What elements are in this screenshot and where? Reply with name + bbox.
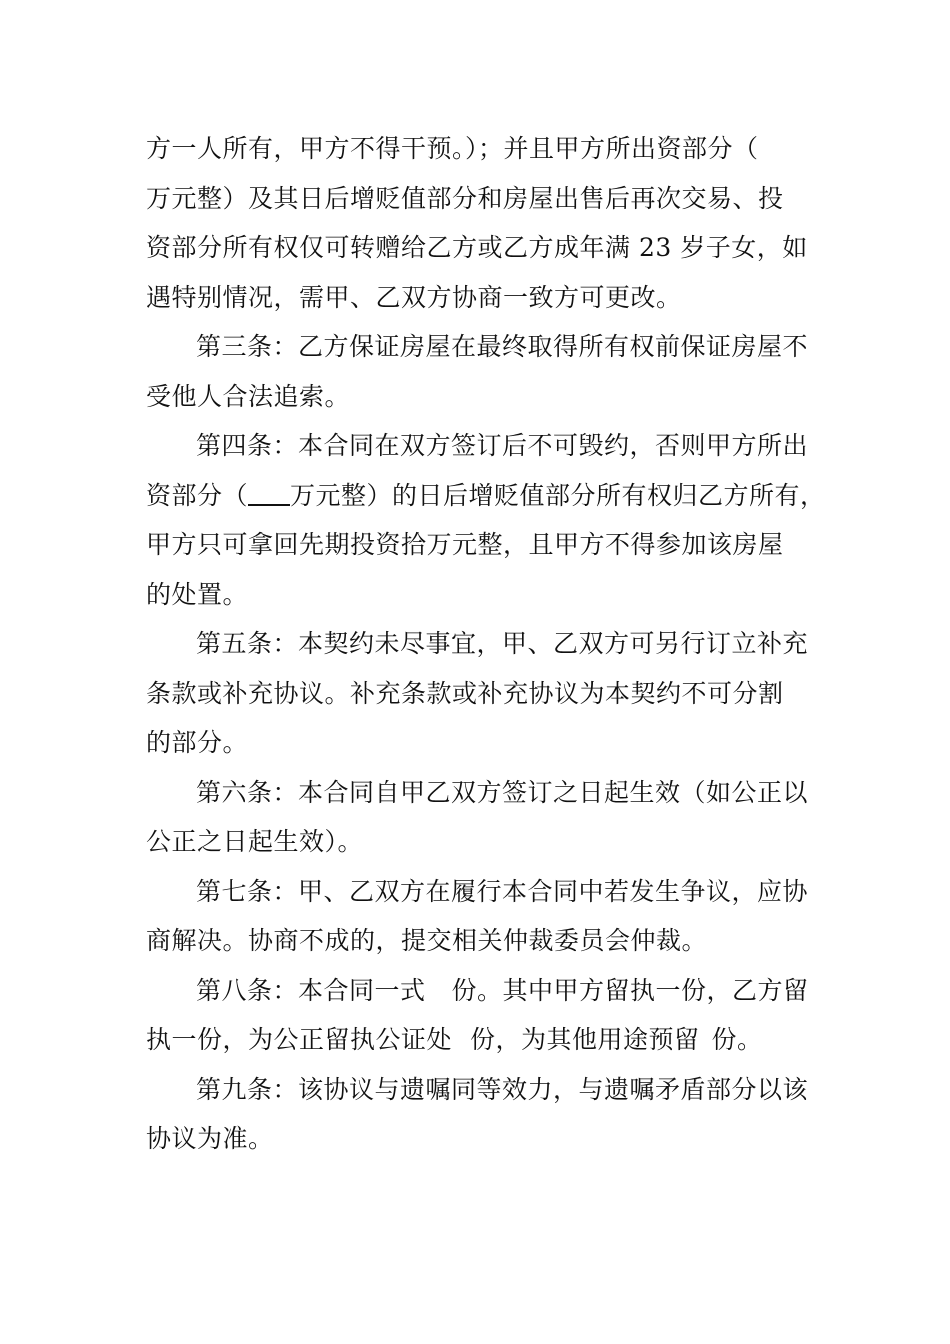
text-segment: 资部分（	[146, 480, 249, 510]
text-segment: 执一份，为公正留执公证处	[146, 1025, 453, 1054]
text-segment: 份，为其他用途预留	[470, 1025, 700, 1054]
text-line: 协议为准。	[146, 1124, 274, 1153]
text-line: 万元整）及其日后增贬值部分和房屋出售后再次交易、投	[146, 183, 784, 213]
text-segment: 第八条：本合同一式	[196, 975, 426, 1005]
article-7-line: 第七条：甲、乙双方在履行本合同中若发生争议，应协	[196, 876, 809, 906]
contract-body	[146, 124, 826, 1164]
article-3-line: 第三条：乙方保证房屋在最终取得所有权前保证房屋不	[196, 332, 809, 361]
article-4-line: 第四条：本合同在双方签订后不可毁约，否则甲方所出	[196, 431, 809, 460]
text-line: 商解决。协商不成的，提交相关仲裁委员会仲裁。	[146, 926, 708, 955]
text-line	[146, 1015, 826, 1065]
text-line: 资部分所有权仅可转赠给乙方或乙方成年满 23 岁子女，如	[146, 233, 808, 262]
text-line: 受他人合法追索。	[146, 381, 351, 411]
article-5-line: 第五条：本契约未尽事宜，甲、乙双方可另行订立补充	[196, 629, 809, 658]
article-8-line	[146, 966, 826, 1016]
text-line: 的部分。	[146, 728, 249, 757]
text-segment: 份。	[711, 1025, 763, 1054]
text-line	[146, 471, 826, 521]
text-line: 公正之日起生效）。	[146, 827, 364, 856]
text-line: 条款或补充协议。补充条款或补充协议为本契约不可分割	[146, 678, 784, 708]
text-line: 甲方只可拿回先期投资拾万元整，且甲方不得参加该房屋	[146, 530, 784, 559]
text-segment: 份。其中甲方留执一份，乙方留	[451, 975, 809, 1005]
text-line: 方一人所有，甲方不得干预。）；并且甲方所出资部分（	[146, 134, 759, 163]
fill-in-blank	[248, 482, 290, 506]
article-9-line: 第九条：该协议与遗嘱同等效力，与遗嘱矛盾部分以该	[196, 1074, 809, 1104]
text-line: 遇特别情况，需甲、乙双方协商一致方可更改。	[146, 282, 682, 312]
text-segment: 万元整）的日后增贬值部分所有权归乙方所有，	[290, 480, 826, 510]
article-6-line: 第六条：本合同自甲乙双方签订之日起生效（如公正以	[196, 777, 809, 807]
text-line: 的处置。	[146, 579, 249, 609]
